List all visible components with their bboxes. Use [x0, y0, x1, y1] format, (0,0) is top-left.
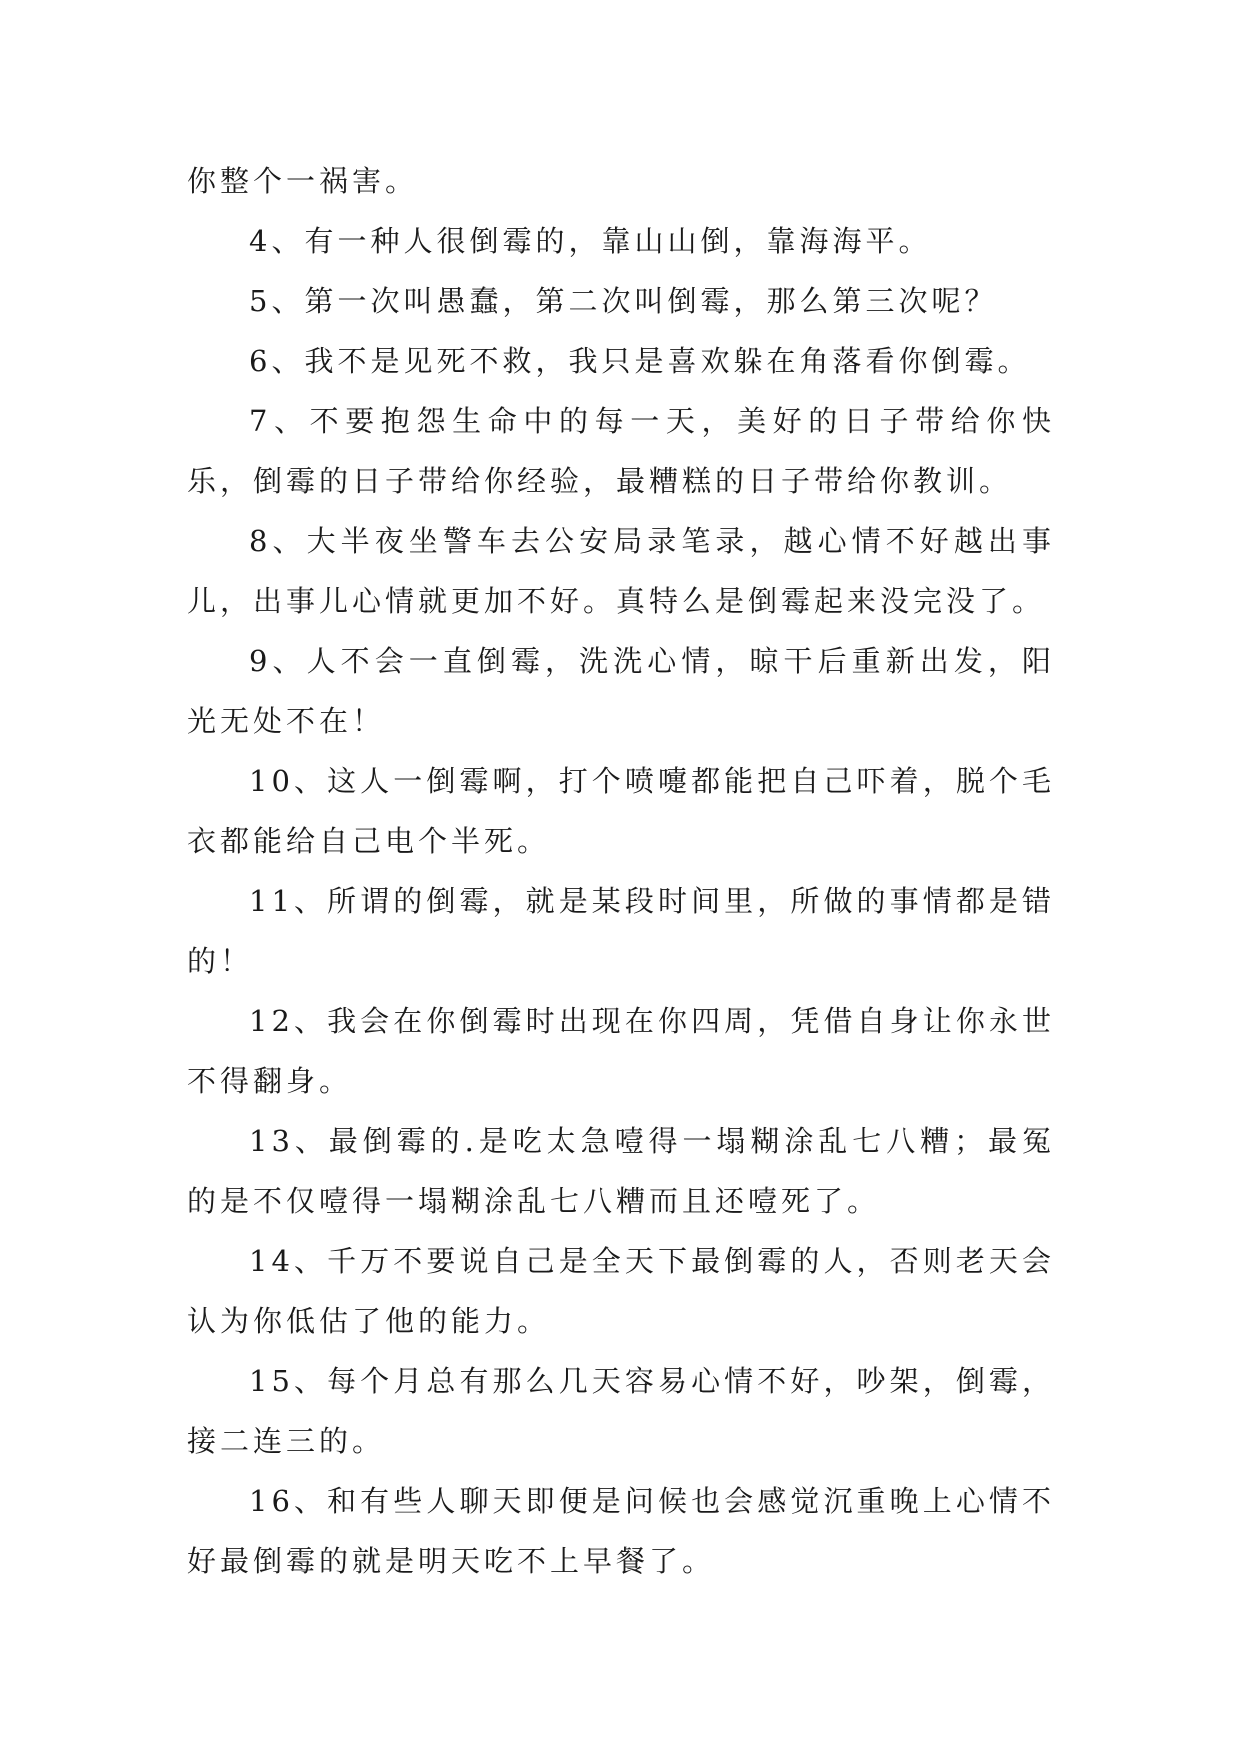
paragraph-item-15: 15、每个月总有那么几天容易心情不好，吵架，倒霉，接二连三的。 — [187, 1364, 1055, 1458]
paragraph-item-11: 11、所谓的倒霉，就是某段时间里，所做的事情都是错的！ — [187, 884, 1055, 978]
paragraph-item-13: 13、最倒霉的.是吃太急噎得一塌糊涂乱七八糟；最冤的是不仅噎得一塌糊涂乱七八糟而且还噎死了。 — [187, 1124, 1055, 1218]
paragraph-item-4: 4、有一种人很倒霉的，靠山山倒，靠海海平。 — [249, 224, 932, 258]
paragraph-item-7: 7、不要抱怨生命中的每一天，美好的日子带给你快乐，倒霉的日子带给你经验，最糟糕的日子带给你教训。 — [187, 404, 1055, 498]
body-text — [187, 151, 1055, 1591]
paragraph-item-14: 14、千万不要说自己是全天下最倒霉的人，否则老天会认为你低估了他的能力。 — [187, 1244, 1055, 1338]
paragraph-item-10: 10、这人一倒霉啊，打个喷嚏都能把自己吓着，脱个毛衣都能给自己电个半死。 — [187, 764, 1055, 858]
paragraph-item-9: 9、人不会一直倒霉，洗洗心情，晾干后重新出发，阳光无处不在！ — [187, 644, 1055, 738]
paragraph-item-12: 12、我会在你倒霉时出现在你四周，凭借自身让你永世不得翻身。 — [187, 1004, 1055, 1098]
paragraph-continuation: 你整个一祸害。 — [187, 164, 419, 198]
paragraph-item-16: 16、和有些人聊天即便是问候也会感觉沉重晚上心情不好最倒霉的就是明天吃不上早餐了。 — [187, 1484, 1055, 1578]
paragraph-item-8: 8、大半夜坐警车去公安局录笔录，越心情不好越出事儿，出事儿心情就更加不好。真特么是倒霉起来没完没了。 — [187, 524, 1055, 618]
paragraph-item-5: 5、第一次叫愚蠢，第二次叫倒霉，那么第三次呢？ — [249, 284, 998, 318]
paragraph-item-6: 6、我不是见死不救，我只是喜欢躲在角落看你倒霉。 — [249, 344, 1031, 378]
